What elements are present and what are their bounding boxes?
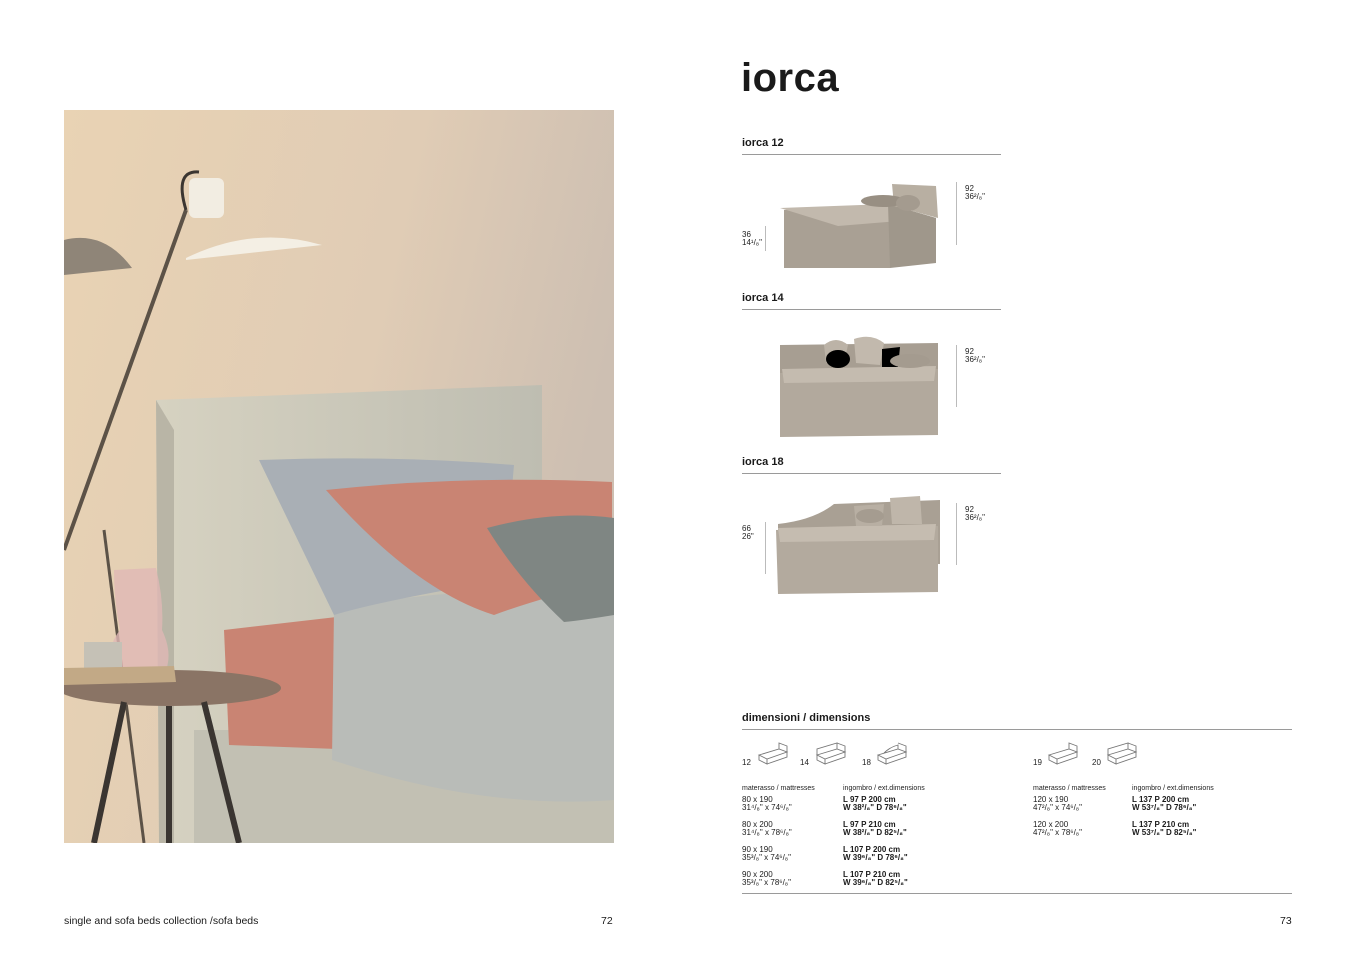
mattress-size-cm: 80 x 190 — [742, 795, 773, 804]
ext-size-cm: L 137 P 200 cm — [1132, 795, 1190, 804]
mattress-column-header: materasso / mattresses — [1033, 785, 1106, 792]
book — [64, 666, 176, 685]
ext-size-cm: L 107 P 210 cm — [843, 870, 901, 879]
sofa-bed-12-icon — [757, 741, 789, 765]
icon-label: 20 — [1092, 758, 1101, 767]
ext-size-cm: L 97 P 200 cm — [843, 795, 896, 804]
ext-size-in: W 39⁶/₈" D 78⁶/₈" — [843, 853, 908, 862]
height-line — [956, 345, 957, 407]
ext-size-in: W 53⁷/₈" D 82⁵/₈" — [1132, 828, 1197, 837]
icon-label: 12 — [742, 758, 751, 767]
mattress-size-in: 47²/₈" x 74⁶/₈" — [1033, 803, 1082, 812]
model-heading: iorca 14 — [742, 292, 1001, 310]
seat-height-cm: 36 — [742, 230, 751, 239]
mattress-size-in: 47²/₈" x 78⁶/₈" — [1033, 828, 1082, 837]
height-in: 36²/₈" — [965, 192, 985, 201]
ext-size-cm: L 97 P 210 cm — [843, 820, 896, 829]
sofa-bed-18-icon — [876, 741, 908, 765]
ext-size-cm: L 107 P 200 cm — [843, 845, 901, 854]
sofa-bed-14-icon — [815, 741, 847, 765]
dimensions-heading: dimensioni / dimensions — [742, 712, 1292, 730]
mattress-size-cm: 80 x 200 — [742, 820, 773, 829]
height-line — [956, 182, 957, 245]
mattress-size-in: 35³/₈" x 78⁶/₈" — [742, 878, 791, 887]
mattress-column-header: materasso / mattresses — [742, 785, 815, 792]
ext-size-in: W 39⁶/₈" D 82⁵/₈" — [843, 878, 908, 887]
ext-dimensions-column-header: ingombro / ext.dimensions — [1132, 785, 1214, 792]
height-cm: 92 — [965, 347, 974, 356]
seat-height-line — [765, 522, 766, 574]
height-in: 36²/₈" — [965, 355, 985, 364]
seat-height-in: 14¹/₈" — [742, 238, 762, 247]
page-number-left: 72 — [601, 915, 613, 927]
mattress-size-in: 35³/₈" x 74⁶/₈" — [742, 853, 791, 862]
icon-label: 18 — [862, 758, 871, 767]
height-line — [956, 503, 957, 565]
height-cm: 92 — [965, 505, 974, 514]
iorca-18-image — [774, 494, 944, 600]
ext-size-in: W 38²/₈" D 78⁶/₈" — [843, 803, 907, 812]
seat-height-cm: 66 — [742, 524, 751, 533]
sofa-bed-20-icon — [1106, 741, 1138, 765]
ext-dimensions-column-header: ingombro / ext.dimensions — [843, 785, 925, 792]
ext-size-in: W 38²/₈" D 82⁵/₈" — [843, 828, 907, 837]
ext-size-cm: L 137 P 210 cm — [1132, 820, 1190, 829]
page-title: iorca — [741, 56, 840, 100]
sofa-bed-19-icon — [1047, 741, 1079, 765]
seat-height-in: 26" — [742, 532, 754, 541]
model-heading: iorca 12 — [742, 137, 1001, 155]
mattress-size-cm: 120 x 190 — [1033, 795, 1069, 804]
footer-section-title: single and sofa beds collection /sofa beds — [64, 915, 259, 927]
duvet — [332, 592, 614, 802]
model-heading: iorca 18 — [742, 456, 1001, 474]
icon-label: 19 — [1033, 758, 1042, 767]
mattress-size-cm: 120 x 200 — [1033, 820, 1069, 829]
mattress-size-in: 31⁴/₈" x 78⁶/₈" — [742, 828, 792, 837]
divider — [742, 893, 1292, 894]
height-cm: 92 — [965, 184, 974, 193]
iorca-14-image — [776, 333, 944, 443]
page-number-right: 73 — [1280, 915, 1292, 927]
height-in: 36²/₈" — [965, 513, 985, 522]
ext-size-in: W 53⁷/₈" D 78⁶/₈" — [1132, 803, 1197, 812]
mattress-size-cm: 90 x 190 — [742, 845, 773, 854]
bedroom-photo — [64, 110, 614, 843]
mattress-size-cm: 90 x 200 — [742, 870, 773, 879]
seat-height-line — [765, 226, 766, 251]
iorca-12-image — [778, 178, 943, 273]
mattress-size-in: 31⁴/₈" x 74⁶/₈" — [742, 803, 792, 812]
icon-label: 14 — [800, 758, 809, 767]
